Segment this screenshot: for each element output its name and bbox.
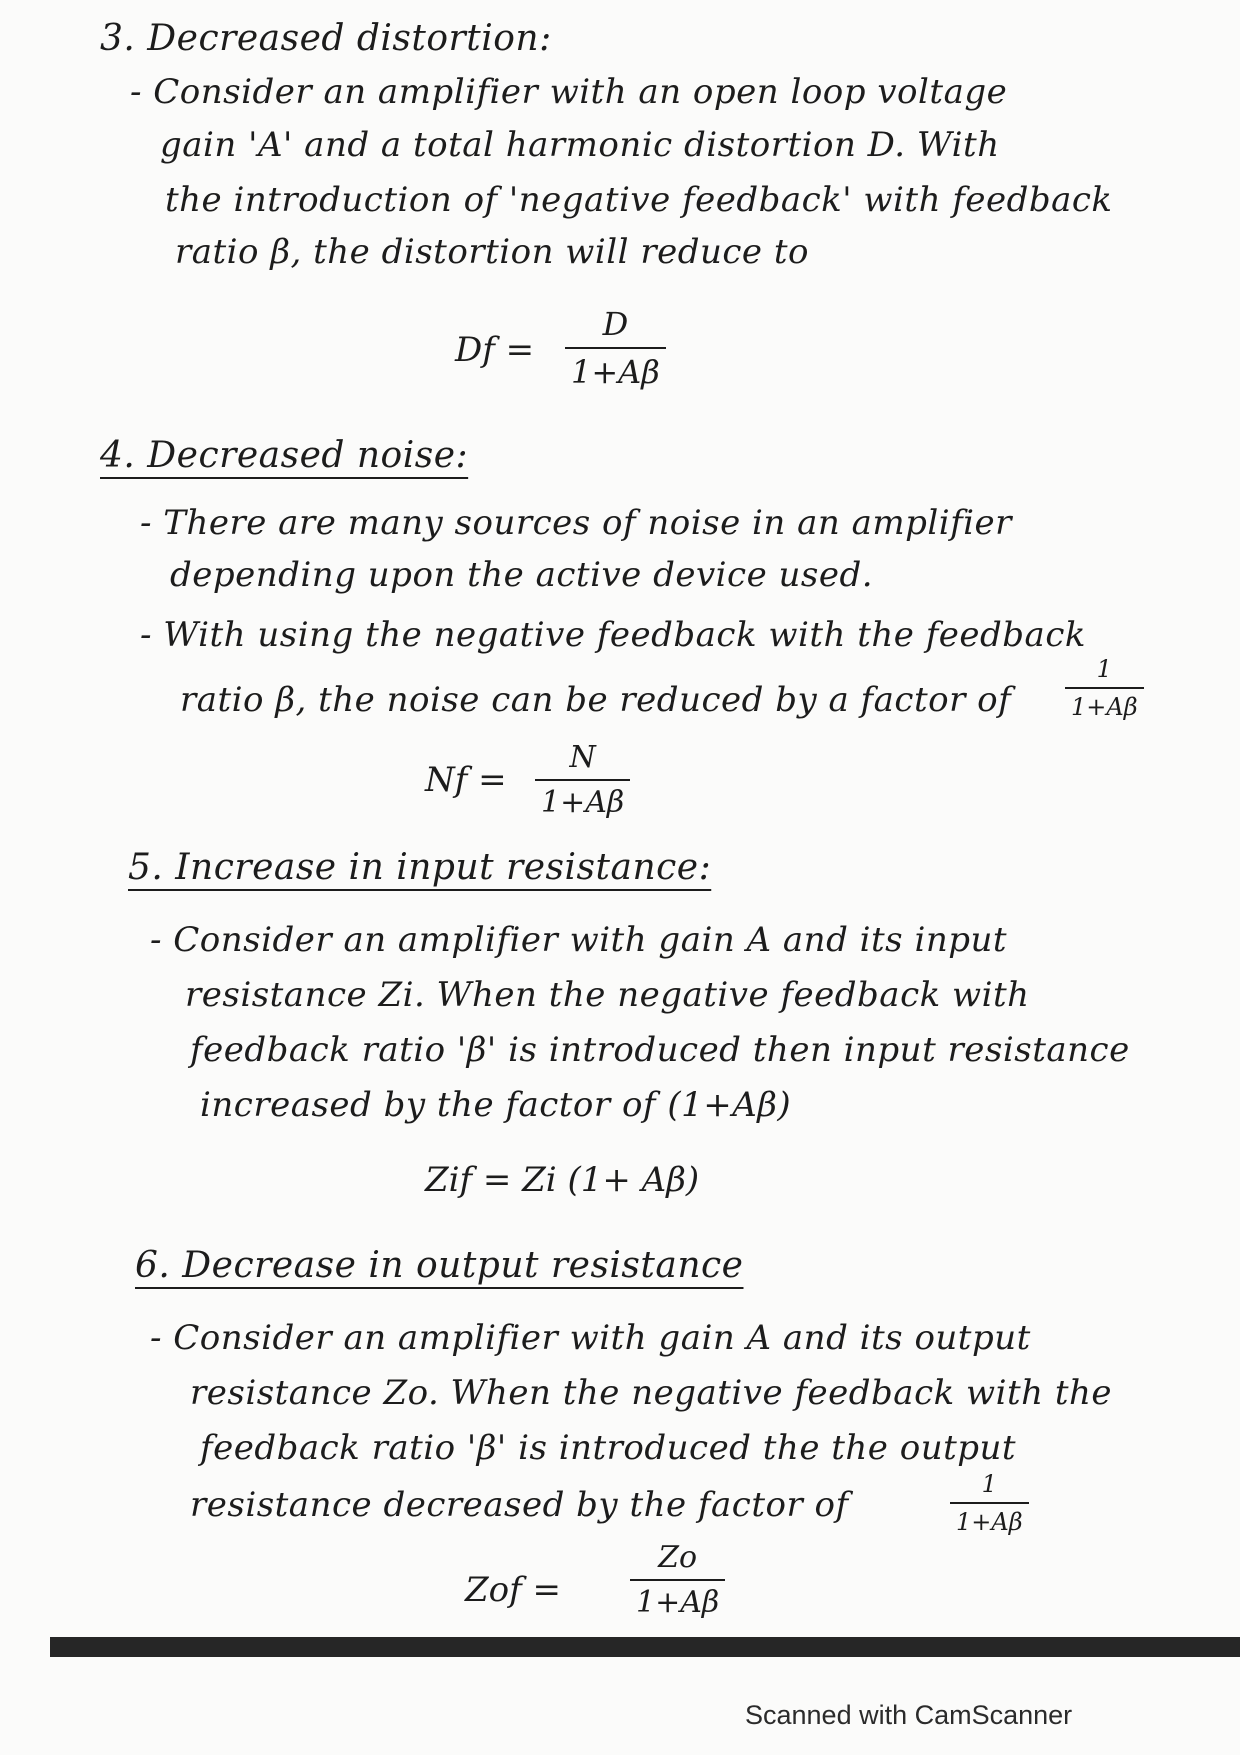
s6-factor-denominator: 1+Aβ xyxy=(956,1508,1023,1536)
s6-line-1: - Consider an amplifier with gain A and its output xyxy=(150,1318,1031,1358)
fraction-bar xyxy=(950,1502,1029,1504)
formula-zof-numerator: Zo xyxy=(658,1540,698,1575)
formula-df-lhs: Df = xyxy=(455,330,535,370)
s3-line-4: ratio β, the distortion will reduce to xyxy=(175,232,809,272)
heading-increase-input-resistance: 5. Increase in input resistance: xyxy=(128,847,712,888)
s6-factor-numerator: 1 xyxy=(981,1470,997,1498)
formula-nf-lhs: Nf = xyxy=(425,760,507,800)
s6-line-2: resistance Zo. When the negative feedback with the xyxy=(190,1373,1113,1413)
fraction-bar xyxy=(1065,687,1144,689)
formula-nf-numerator: N xyxy=(569,740,596,775)
s6-factor-fraction xyxy=(950,1470,1029,1536)
heading-decrease-output-resistance: 6. Decrease in output resistance xyxy=(135,1245,744,1286)
formula-zof-fraction xyxy=(630,1540,725,1620)
s3-line-1: - Consider an amplifier with an open loop voltage xyxy=(130,72,1008,112)
formula-zif: Zif = Zi (1+ Aβ) xyxy=(425,1160,700,1200)
formula-df-numerator: D xyxy=(602,305,629,343)
s4-factor-numerator: 1 xyxy=(1096,655,1112,683)
formula-zof-lhs: Zof = xyxy=(465,1570,561,1610)
fraction-bar xyxy=(565,347,666,349)
formula-df-fraction xyxy=(565,305,666,391)
s4-line-1: - There are many sources of noise in an amplifier xyxy=(140,503,1012,543)
s4-factor-denominator: 1+Aβ xyxy=(1071,693,1138,721)
s3-line-2: gain 'A' and a total harmonic distortion D. With xyxy=(160,125,1000,165)
s4-line-4: ratio β, the noise can be reduced by a factor of xyxy=(180,680,1012,720)
s5-line-1: - Consider an amplifier with gain A and its input xyxy=(150,920,1008,960)
s5-line-4: increased by the factor of (1+Aβ) xyxy=(200,1085,792,1125)
s3-line-3: the introduction of 'negative feedback' with feedback xyxy=(165,180,1113,220)
formula-zof-denominator: 1+Aβ xyxy=(636,1585,720,1620)
s5-line-3: feedback ratio 'β' is introduced then input resistance xyxy=(190,1030,1130,1070)
s6-line-4: resistance decreased by the factor of xyxy=(190,1485,849,1525)
formula-nf-denominator: 1+Aβ xyxy=(541,785,625,820)
s4-line-2: depending upon the active device used. xyxy=(170,555,874,595)
s4-line-3: - With using the negative feedback with the feedback xyxy=(140,615,1086,655)
s5-line-2: resistance Zi. When the negative feedback with xyxy=(185,975,1030,1015)
s6-line-3: feedback ratio 'β' is introduced the the output xyxy=(200,1428,1017,1468)
fraction-bar xyxy=(630,1579,725,1581)
heading-decreased-noise: 4. Decreased noise: xyxy=(100,435,469,476)
fraction-bar xyxy=(535,779,630,781)
formula-nf-fraction xyxy=(535,740,630,820)
s4-factor-fraction xyxy=(1065,655,1144,721)
formula-df-denominator: 1+Aβ xyxy=(571,353,660,391)
page-edge-shadow xyxy=(50,1637,1240,1657)
heading-decreased-distortion: 3. Decreased distortion: xyxy=(100,18,552,59)
camscanner-watermark: Scanned with CamScanner xyxy=(745,1700,1073,1730)
